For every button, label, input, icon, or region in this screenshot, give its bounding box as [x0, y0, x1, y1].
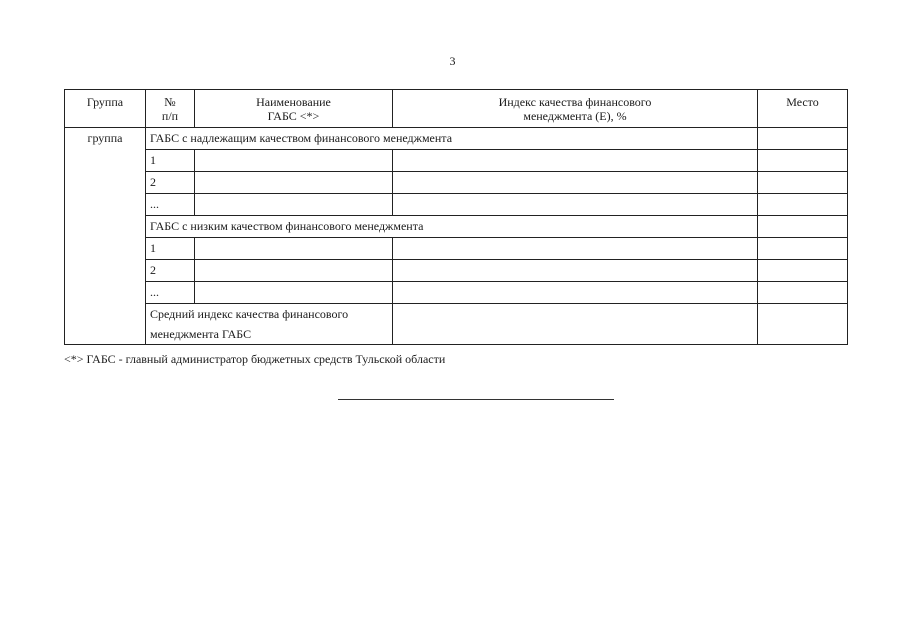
- table-cell: [758, 150, 848, 172]
- header-index: [393, 90, 758, 128]
- average-label-line1: Средний индекс качества финансового: [150, 307, 349, 321]
- header-place: Место: [758, 90, 848, 128]
- table-cell: [758, 194, 848, 216]
- header-group: Группа: [65, 90, 146, 128]
- table-cell: [393, 304, 758, 345]
- row-number: 2: [146, 260, 195, 282]
- header-name-line2: ГАБС <*>: [267, 109, 320, 123]
- row-number: 1: [146, 150, 195, 172]
- table-cell: [393, 238, 758, 260]
- table-row: [65, 194, 848, 216]
- header-name-line1: Наименование: [256, 95, 331, 109]
- table-cell: [758, 260, 848, 282]
- section-title-low: ГАБС с низким качеством финансового менеджмента: [146, 216, 758, 238]
- quality-ranking-table: [64, 89, 848, 345]
- section-row-low: [65, 216, 848, 238]
- row-number: ...: [146, 282, 195, 304]
- table-cell: [393, 150, 758, 172]
- table-cell: [393, 282, 758, 304]
- header-name: [195, 90, 393, 128]
- table-row: [65, 238, 848, 260]
- table-cell: [758, 128, 848, 150]
- table-row: [65, 282, 848, 304]
- average-label: [146, 304, 393, 345]
- header-number-line2: п/п: [161, 109, 179, 123]
- header-index-line2: менеджмента (E), %: [523, 109, 627, 123]
- footnote: <*> ГАБС - главный администратор бюджетных средств Тульской области: [64, 352, 446, 366]
- row-number: 2: [146, 172, 195, 194]
- table-row: [65, 150, 848, 172]
- table-cell: [758, 304, 848, 345]
- group-cell: группа: [65, 128, 146, 345]
- row-number: 1: [146, 238, 195, 260]
- table-cell: [195, 260, 393, 282]
- average-label-line2: менеджмента ГАБС: [150, 327, 252, 341]
- table-cell: [758, 172, 848, 194]
- average-row: [65, 304, 848, 345]
- table-cell: [195, 238, 393, 260]
- row-number: ...: [146, 194, 195, 216]
- header-number: [146, 90, 195, 128]
- header-number-line1: №: [164, 95, 176, 109]
- table-cell: [393, 172, 758, 194]
- section-title-good: ГАБС с надлежащим качеством финансового менеджмента: [146, 128, 758, 150]
- table-cell: [758, 282, 848, 304]
- table-row: [65, 172, 848, 194]
- end-divider: [338, 399, 614, 400]
- section-row-good: [65, 128, 848, 150]
- table-header-row: [65, 90, 848, 128]
- table-cell: [195, 172, 393, 194]
- page-number: 3: [449, 54, 456, 68]
- table-cell: [195, 282, 393, 304]
- table-row: [65, 260, 848, 282]
- table-cell: [195, 194, 393, 216]
- table-cell: [758, 238, 848, 260]
- header-index-line1: Индекс качества финансового: [498, 95, 652, 109]
- table-cell: [393, 194, 758, 216]
- table-cell: [195, 150, 393, 172]
- table-cell: [393, 260, 758, 282]
- table-cell: [758, 216, 848, 238]
